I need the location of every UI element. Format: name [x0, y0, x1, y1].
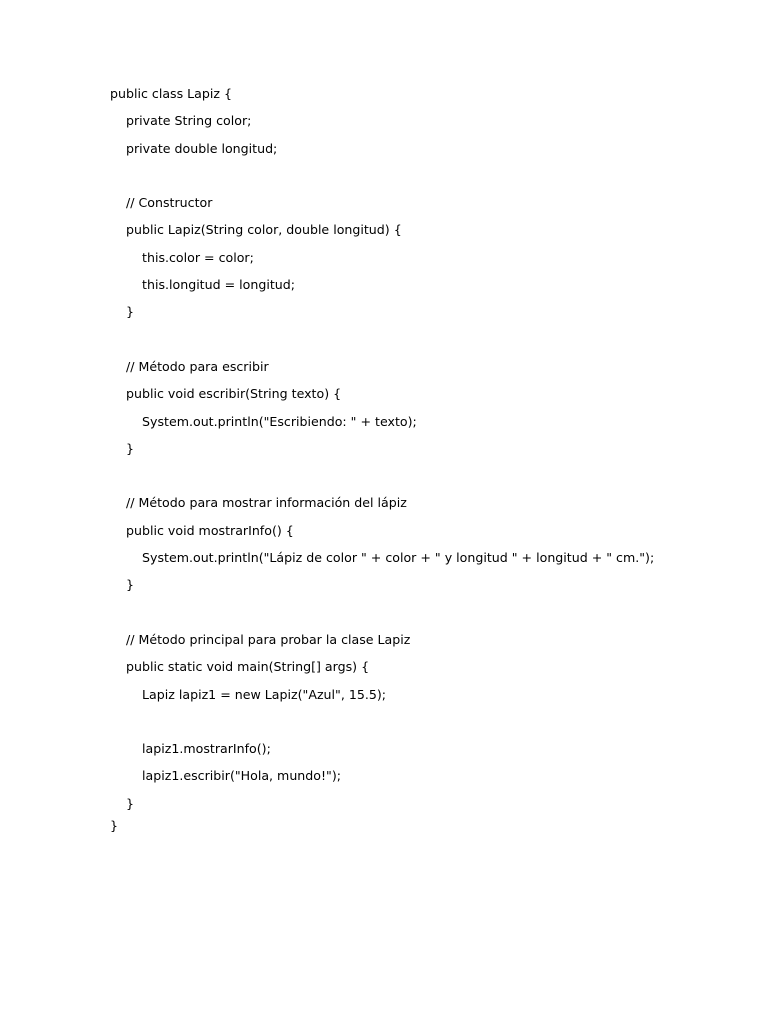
code-line: private double longitud; [110, 140, 278, 156]
code-line: public void mostrarInfo() { [110, 522, 294, 538]
code-line: public class Lapiz { [110, 86, 233, 101]
code-line: } [110, 577, 135, 593]
code-line: // Método para mostrar información del lápiz [110, 495, 407, 511]
code-line: this.longitud = longitud; [110, 277, 295, 293]
code-line: private String color; [110, 113, 252, 129]
code-line: } [110, 440, 135, 456]
code-line [110, 603, 730, 630]
code-line: public Lapiz(String color, double longitud) { [110, 222, 402, 238]
code-line: } [110, 795, 135, 811]
code-line: this.color = color; [110, 249, 254, 265]
code-line: lapiz1.mostrarInfo(); [110, 741, 271, 757]
code-line [110, 466, 730, 493]
code-line: System.out.println("Escribiendo: " + texto); [110, 413, 417, 429]
code-line: // Método para escribir [110, 358, 269, 374]
code-line: // Constructor [110, 195, 213, 211]
code-line: // Método principal para probar la clase Lapiz [110, 631, 411, 647]
code-line: public static void main(String[] args) { [110, 659, 370, 675]
code-line: } [110, 304, 135, 320]
code-line: System.out.println("Lápiz de color " + color + " y longitud " + longitud + " cm."); [110, 550, 655, 566]
code-line [110, 166, 730, 193]
code-listing [110, 84, 730, 843]
code-line [110, 330, 730, 357]
code-line: Lapiz lapiz1 = new Lapiz("Azul", 15.5); [110, 686, 387, 702]
code-line: lapiz1.escribir("Hola, mundo!"); [110, 768, 341, 784]
code-line [110, 712, 730, 739]
code-line: } [110, 817, 119, 833]
code-line: public void escribir(String texto) { [110, 386, 342, 402]
